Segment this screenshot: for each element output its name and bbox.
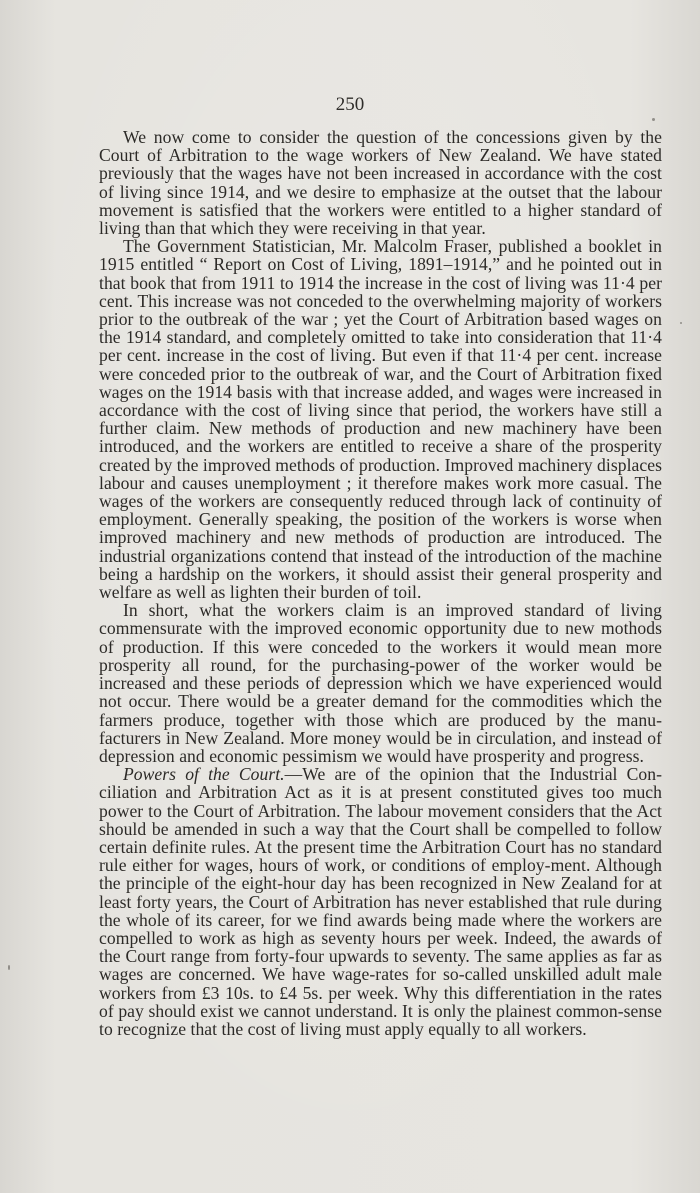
paragraph-1-text: We now come to consider the question of the concessions given by the Court of Arbitration to the wage workers of New Zealand. We have stated previously that the wages have not been increased in accordance with the cost of living since 1914, and we desire to emphasize at the outset that the labour movement is satisfied that the workers were entitled to a higher standard of living than that which they were receiving in that year. (99, 127, 662, 239)
paragraph-4-text: —We are of the opinion that the Industrial Con-ciliation and Arbitration Act as it is at present constituted gives too much power to the Court of Arbitration. The labour movement considers that the Act should be amended in such a way that the Court shall be compelled to follow certain definite rules. At the present time the Arbitration Court has no standard rule either for wages, hours of work, or conditions of employ-ment. Although the principle of the eight-hour day has been recognized in New Zealand for at least forty years, the Court of Arbitration has never established that rule during the whole of its career, for we find awards being made where the workers are compelled to work as high as seventy hours per week. Indeed, the awards of the Court range from forty-four upwards to seventy. The same applies as far as wages are concerned. We have wage-rates for so-called unskilled adult male workers from £3 10s. to £4 5s. per week. Why this differentiation in the rates of pay should exist we cannot understand. It is only the plainest common-sense to recognize that the cost of living must apply equally to all workers. (99, 764, 662, 1039)
body-text (99, 128, 662, 1038)
paragraph-3 (99, 601, 662, 765)
paragraph-3-text: In short, what the workers claim is an improved standard of living commensurate with the improved economic opportunity due to new mothods of production. If this were conceded to the workers it would mean more prosperity all round, for the purchasing-power of the worker would be increased and these periods of depression which we have experienced would not occur. There would be a greater demand for the commodities which the farmers produce, together with those which are produced by the manu-facturers in New Zealand. More money would be in circulation, and instead of depression and economic pessimism we would have prosperity and progress. (99, 600, 662, 766)
paragraph-2 (99, 237, 662, 601)
ink-speck (680, 322, 682, 324)
page-number: 250 (335, 94, 365, 115)
ink-speck (8, 965, 10, 970)
paragraph-1 (99, 128, 662, 237)
paragraph-4 (99, 765, 662, 1038)
paragraph-2-text: The Government Statistician, Mr. Malcolm Fraser, published a booklet in 1915 entitled “ Report on Cost of Living, 1891–1914,” and he pointed out in that book that from 1911 to 1914 the increase in the cost of living was 11·4 per cent. This increase was not conceded to the overwhelming majority of workers prior to the outbreak of the war ; yet the Court of Arbitration based wages on the 1914 standard, and completely omitted to take into consideration that 11·4 per cent. increase in the cost of living. But even if that 11·4 per cent. increase were conceded prior to the outbreak of war, and the Court of Arbitration fixed wages on the 1914 basis with that increase added, and wages were increased in accordance with the cost of living since that period, the workers have still a further claim. New methods of production and new machinery have been introduced, and the workers are entitled to receive a share of the prosperity created by the improved methods of production. Improved machinery displaces labour and causes unemployment ; it therefore makes work more casual. The wages of the workers are consequently reduced through lack of continuity of employment. Generally speaking, the position of the workers is worse when improved machinery and new methods of production are introduced. The industrial organizations contend that instead of the introduction of the machine being a hardship on the workers, it should assist their general prosperity and welfare as well as lighten their burden of toil. (99, 236, 662, 603)
ink-speck (652, 118, 655, 121)
paragraph-4-lead: Powers of the Court. (123, 764, 285, 785)
